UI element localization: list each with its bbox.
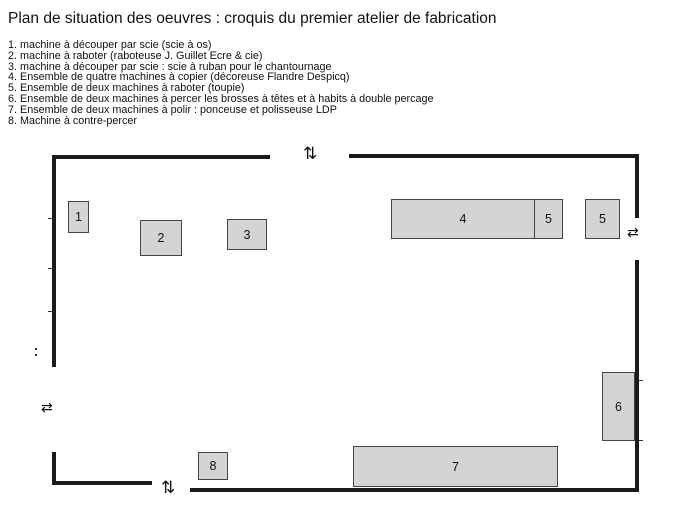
- machine-6-label: 6: [615, 399, 622, 414]
- machine-1-label: 1: [75, 210, 82, 224]
- machine-7: [353, 446, 558, 487]
- machine-legend: [8, 40, 434, 126]
- legend-item-7: 7. Ensemble de deux machines à polir : ponceuse et polisseuse LDP: [8, 103, 337, 116]
- horizontal-double-arrow-icon: ⇄: [41, 400, 53, 416]
- machine-4: [391, 199, 535, 239]
- legend-item-2: 2. machine à raboter (raboteuse J. Guillet Ecre & cie): [8, 49, 263, 62]
- wall-tick: [48, 218, 52, 219]
- wall-right-lower: [635, 260, 639, 492]
- wall-tick: [48, 311, 52, 312]
- machine-2-label: 2: [157, 231, 165, 245]
- machine-6: [602, 372, 635, 441]
- vertical-double-arrow-icon: ⇅: [161, 478, 176, 498]
- wall-tick: [639, 440, 643, 441]
- machine-4-label: 4: [459, 212, 467, 226]
- wall-right-upper: [635, 154, 639, 218]
- machine-5-b-label: 5: [599, 212, 606, 226]
- machine-2: [140, 220, 182, 256]
- wall-left-upper: [52, 155, 56, 367]
- legend-item-5: 5. Ensemble de deux machines à raboter (toupie): [8, 82, 245, 95]
- machine-3: [227, 219, 267, 250]
- legend-item-8: 8. Machine à contre-percer: [8, 114, 138, 127]
- machine-7-label: 7: [452, 459, 459, 474]
- machine-5-a-label: 5: [545, 212, 552, 226]
- wall-bottom-left: [52, 481, 152, 485]
- machine-1: [68, 201, 89, 233]
- wall-top-left: [52, 155, 270, 159]
- wall-tick: [48, 268, 52, 269]
- wall-left-lower: [52, 452, 56, 484]
- wall-tick: [639, 380, 643, 381]
- diagram-title: Plan de situation des oeuvres : croquis du premier atelier de fabrication: [8, 10, 497, 27]
- machine-3-label: 3: [243, 227, 251, 242]
- machine-5-a: [534, 199, 563, 239]
- wall-bottom-right: [190, 488, 639, 492]
- legend-item-4: 4. Ensemble de quatre machines à copier (décoreuse Flandre Despicq): [8, 71, 350, 84]
- wall-tick: [35, 354, 37, 356]
- wall-tick: [35, 348, 37, 350]
- machine-8: [198, 452, 228, 480]
- vertical-double-arrow-icon: ⇅: [303, 144, 318, 164]
- wall-top-right: [349, 154, 639, 158]
- legend-item-3: 3. machine à découper par scie : scie à ruban pour le chantournage: [8, 60, 332, 73]
- legend-item-1: 1. machine à découper par scie (scie à os): [8, 39, 212, 51]
- machine-8-label: 8: [209, 459, 217, 473]
- machine-5-b: [585, 199, 620, 239]
- legend-item-6: 6. Ensemble de deux machines à percer les brosses à têtes et à habits à double percage: [8, 92, 434, 105]
- horizontal-double-arrow-icon: ⇄: [627, 225, 639, 241]
